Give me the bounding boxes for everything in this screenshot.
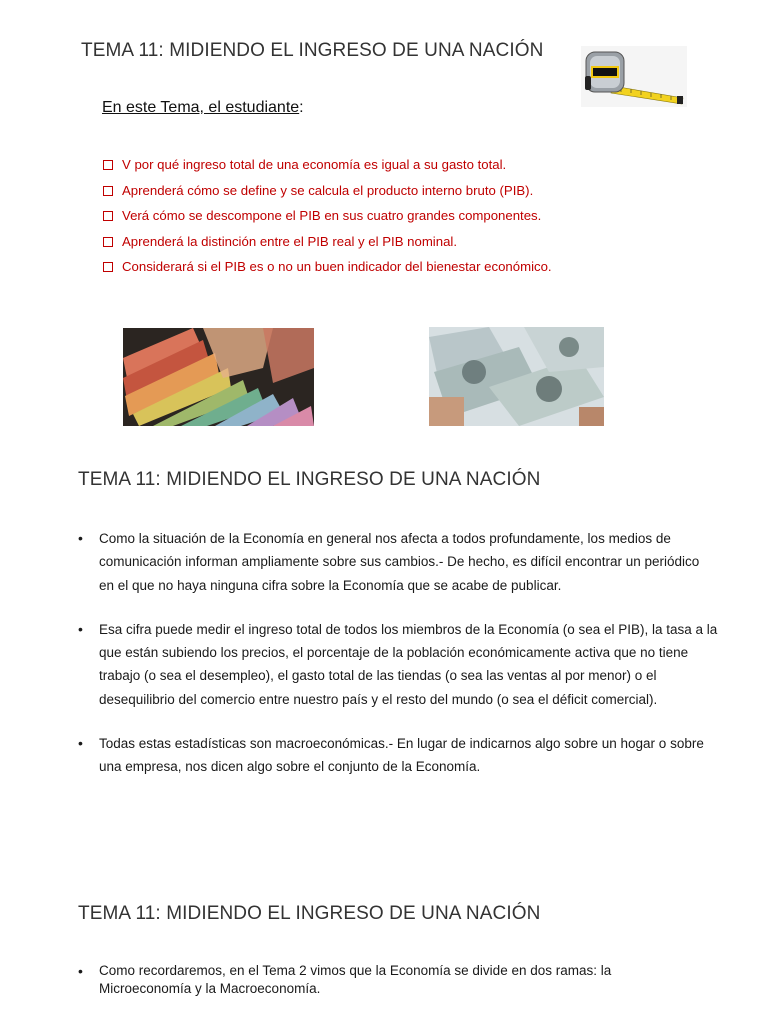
- intro-text: En este Tema, el estudiante: [102, 99, 300, 116]
- objective-text: Verá cómo se descompone el PIB en sus cuatro grandes componentes.: [122, 208, 542, 223]
- section2-bullets: [78, 527, 718, 779]
- objective-text: Considerará si el PIB es o no un buen indicador del bienestar económico.: [122, 259, 552, 274]
- bullet-item: • Todas estas estadísticas son macroeconómicas.- En lugar de indicarnos algo sobre un hogar o sobre una empresa, nos dicen algo sobre el conjunto de la Economía.: [78, 732, 718, 779]
- objective-text: V por qué ingreso total de una economía es igual a su gasto total.: [122, 157, 507, 172]
- objective-item: [103, 206, 552, 232]
- section2-title: TEMA 11: MIDIENDO EL INGRESO DE UNA NACIÓN: [78, 469, 541, 490]
- objective-item: [103, 257, 552, 283]
- objective-item: [103, 232, 552, 258]
- checkbox-bullet-icon: [103, 160, 113, 170]
- intro-line: [102, 99, 304, 117]
- objective-text: Aprenderá cómo se define y se calcula el producto interno bruto (PIB).: [122, 182, 534, 198]
- checkbox-bullet-icon: [103, 211, 113, 221]
- bullet-item: • Como la situación de la Economía en general nos afecta a todos profundamente, los medios de comunicación informan ampliamente sobre sus cambios.- De hecho, es difícil encontrar un periódico en el que no haya ninguna cifra sobre la Economía que se acabe de publicar.: [78, 527, 718, 597]
- section3-bullets: [78, 962, 678, 998]
- section3-title: TEMA 11: MIDIENDO EL INGRESO DE UNA NACIÓN: [78, 903, 541, 924]
- bullet-item: • Como recordaremos, en el Tema 2 vimos que la Economía se divide en dos ramas: la Microeconomía y la Macroeconomía.: [78, 962, 678, 998]
- objective-item: [103, 181, 552, 207]
- bullet-item: • Esa cifra puede medir el ingreso total de todos los miembros de la Economía (o sea el PIB), la tasa a la que están subiendo los precios, el porcentaje de la población económicamente activa que no tiene trabajo (o sea el desempleo), el gasto total de las tiendas (o sea las ventas al por menor) o el desequilibrio del comercio entre nuestro país y el resto del mundo (o sea el déficit comercial).: [78, 618, 718, 711]
- dollar-bills-image: [429, 327, 604, 426]
- checkbox-bullet-icon: [103, 262, 113, 272]
- objective-text: Aprenderá la distinción entre el PIB real y el PIB nominal.: [122, 233, 457, 249]
- intro-colon: :: [299, 99, 304, 116]
- objectives-list: [103, 155, 552, 283]
- tape-measure-image: [581, 46, 687, 107]
- section1-title: TEMA 11: MIDIENDO EL INGRESO DE UNA NACIÓN: [81, 40, 544, 61]
- checkbox-bullet-icon: [103, 186, 113, 196]
- checkbox-bullet-icon: [103, 237, 113, 247]
- objective-item: [103, 155, 552, 181]
- banknotes-fan-image: [123, 328, 314, 426]
